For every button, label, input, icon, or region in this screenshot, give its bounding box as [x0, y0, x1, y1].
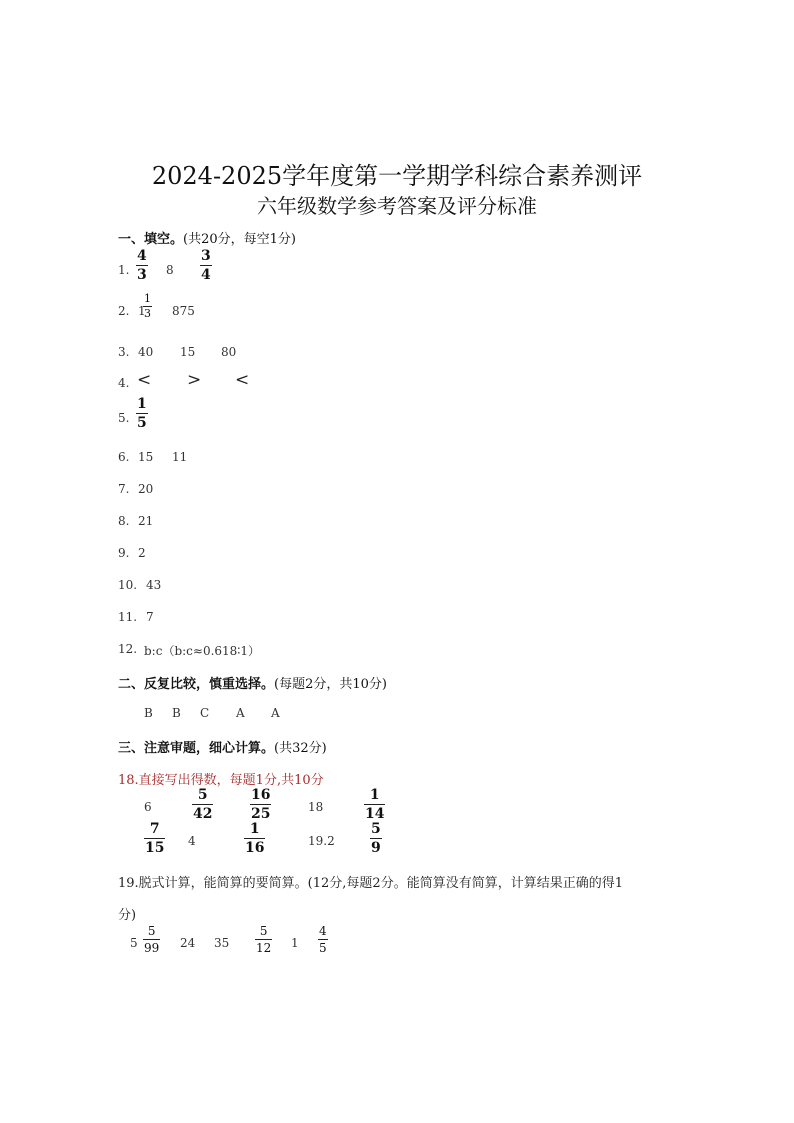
q9-number: 9.	[118, 546, 130, 560]
q19-fraction-2	[255, 924, 272, 955]
q3-answer-c: 80	[221, 345, 237, 359]
numerator: 4	[137, 248, 147, 264]
q3-answer-b: 15	[180, 345, 196, 359]
q7-answer: 20	[138, 482, 154, 496]
denominator: 16	[245, 840, 265, 856]
q10-answer: 43	[146, 578, 162, 592]
q1-fraction-1	[136, 248, 148, 283]
numerator: 5	[197, 787, 208, 803]
section2-answer-1: B	[144, 706, 153, 720]
q19-answer-whole: 5	[130, 936, 138, 950]
denominator: 4	[201, 267, 211, 283]
numerator: 1	[144, 292, 151, 305]
q18-label: 18.直接写出得数，每题1分,共10分	[118, 773, 324, 788]
q18-r2-fraction-2	[244, 821, 265, 856]
q3-answer-a: 40	[138, 345, 154, 359]
denominator: 25	[251, 806, 271, 822]
denominator: 14	[365, 806, 385, 822]
q7-number: 7.	[118, 482, 130, 496]
q8-number: 8.	[118, 514, 130, 528]
numerator: 1	[249, 821, 260, 837]
q1-value: 8	[166, 263, 174, 277]
section1-title: 一、填空。	[118, 232, 184, 247]
numerator: 5	[259, 924, 268, 938]
q4-answer-b: >	[187, 370, 202, 390]
q19-answer-c: 1	[291, 936, 299, 950]
q1-fraction-2	[200, 248, 212, 283]
q19-answer-a: 24	[180, 936, 196, 950]
q5-number: 5.	[118, 411, 130, 425]
q2-value: 875	[172, 304, 195, 318]
numerator: 5	[147, 924, 156, 938]
q19-instruction-line1: 19.脱式计算，能简算的要简算。(12分,每题2分。能简算没有简算，计算结果正确的得1	[118, 876, 623, 891]
section2-answer-3: C	[200, 706, 210, 720]
numerator: 1	[369, 787, 380, 803]
numerator: 4	[319, 924, 327, 938]
q19-answer-b: 35	[214, 936, 230, 950]
q2-whole: 1	[138, 304, 146, 318]
q18-r1-answer-a: 6	[144, 800, 152, 814]
q11-number: 11.	[118, 610, 138, 624]
denominator: 15	[145, 840, 165, 856]
numerator: 7	[149, 821, 160, 837]
numerator: 5	[371, 821, 381, 837]
denominator: 5	[319, 941, 327, 955]
section2-title: 二、反复比较，慎重选择。	[118, 677, 275, 692]
denominator: 99	[144, 941, 160, 955]
section2-answer-5: A	[271, 706, 280, 720]
page-title: 2024-2025学年度第一学期学科综合素养测评	[151, 162, 643, 190]
q18-r1-fraction-2	[250, 787, 271, 822]
q3-number: 3.	[118, 345, 130, 359]
q8-answer: 21	[138, 514, 154, 528]
q6-answer-a: 15	[138, 450, 154, 464]
section1-heading	[118, 228, 296, 247]
numerator: 16	[251, 787, 271, 803]
section2-answer-2: B	[172, 706, 181, 720]
q11-answer: 7	[146, 610, 154, 624]
q19-fraction-1	[143, 924, 160, 955]
q4-answer-a: <	[137, 370, 152, 390]
q6-answer-b: 11	[172, 450, 188, 464]
q4-number: 4.	[118, 376, 130, 390]
numerator: 3	[201, 248, 211, 264]
q1-number: 1.	[118, 263, 130, 277]
q10-number: 10.	[118, 578, 138, 592]
section3-note: (共32分)	[274, 741, 327, 756]
q18-r1-answer-b: 18	[308, 800, 324, 814]
q12-answer: b:c（b:c≈0.618∶1）	[144, 644, 261, 658]
denominator: 9	[371, 840, 381, 856]
section3-heading	[118, 737, 327, 756]
section3-title: 三、注意审题，细心计算。	[118, 741, 275, 756]
q5-fraction	[136, 396, 148, 431]
section2-heading	[118, 673, 387, 692]
q9-answer: 2	[138, 546, 146, 560]
q18-r1-fraction-1	[192, 787, 213, 822]
denominator: 5	[137, 415, 147, 431]
q2-fraction	[143, 293, 152, 320]
q2-number: 2.	[118, 304, 130, 318]
q4-answer-c: <	[235, 370, 250, 390]
section2-note: (每题2分，共10分)	[274, 677, 387, 692]
denominator: 3	[144, 307, 151, 320]
q18-r2-fraction-1	[144, 821, 165, 856]
section1-note: (共20分，每空1分)	[183, 232, 296, 247]
numerator: 1	[137, 396, 147, 412]
q6-number: 6.	[118, 450, 130, 464]
page-subtitle: 六年级数学参考答案及评分标准	[257, 194, 537, 218]
q18-r2-answer-a: 4	[188, 834, 196, 848]
q19-fraction-3	[318, 924, 328, 955]
q18-r2-fraction-3	[370, 821, 382, 856]
denominator: 12	[256, 941, 272, 955]
q19-instruction-line2: 分)	[118, 908, 137, 923]
q18-r2-answer-b: 19.2	[308, 834, 335, 848]
denominator: 42	[193, 806, 213, 822]
section2-answer-4: A	[236, 706, 245, 720]
q18-r1-fraction-3	[364, 787, 385, 822]
denominator: 3	[137, 267, 147, 283]
q12-number: 12.	[118, 642, 138, 656]
